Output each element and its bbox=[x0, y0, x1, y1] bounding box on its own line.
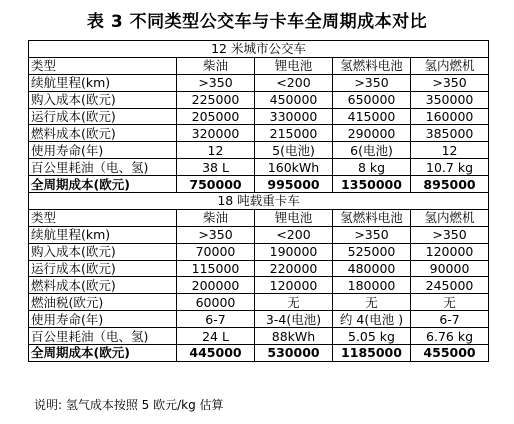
total-label-cell: 全周期成本(欧元) bbox=[29, 345, 177, 362]
row-label-cell: 购入成本(欧元) bbox=[29, 91, 177, 108]
value-cell: 5.05 kg bbox=[333, 328, 411, 345]
value-cell: 6-7 bbox=[411, 311, 489, 328]
table-title: 表 3 不同类型公交车与卡车全周期成本对比 bbox=[86, 12, 428, 32]
row-label-cell: 百公里耗油（电、氢) bbox=[29, 328, 177, 345]
row-label-cell: 续航里程(km) bbox=[29, 74, 177, 91]
value-cell: 115000 bbox=[177, 260, 255, 277]
value-cell: 245000 bbox=[411, 277, 489, 294]
table-row bbox=[29, 74, 489, 91]
truck-total-row bbox=[29, 345, 489, 362]
value-cell: 120000 bbox=[411, 243, 489, 260]
value-cell: 200000 bbox=[177, 277, 255, 294]
value-cell: 450000 bbox=[255, 91, 333, 108]
row-label-cell: 运行成本(欧元) bbox=[29, 260, 177, 277]
header-cell: 氢燃料电池 bbox=[333, 57, 411, 74]
value-cell: 385000 bbox=[411, 125, 489, 142]
value-cell: 6.76 kg bbox=[411, 328, 489, 345]
value-cell: 8 kg bbox=[333, 159, 411, 176]
value-cell: 70000 bbox=[177, 243, 255, 260]
value-cell: 无 bbox=[411, 294, 489, 311]
header-cell: 锂电池 bbox=[255, 209, 333, 226]
value-cell: 160kWh bbox=[255, 159, 333, 176]
truck-header-row bbox=[29, 209, 489, 226]
row-label-cell: 运行成本(欧元) bbox=[29, 108, 177, 125]
value-cell: 6(电池) bbox=[333, 142, 411, 159]
total-value-cell: 1350000 bbox=[333, 176, 411, 193]
table-row bbox=[29, 159, 489, 176]
value-cell: <200 bbox=[255, 226, 333, 243]
bus-header-row bbox=[29, 57, 489, 74]
value-cell: 290000 bbox=[333, 125, 411, 142]
row-label-cell: 百公里耗油（电、氢) bbox=[29, 159, 177, 176]
value-cell: 无 bbox=[255, 294, 333, 311]
row-label-cell: 燃料成本(欧元) bbox=[29, 277, 177, 294]
total-label-cell: 全周期成本(欧元) bbox=[29, 176, 177, 193]
value-cell: 215000 bbox=[255, 125, 333, 142]
value-cell: >350 bbox=[411, 74, 489, 91]
value-cell: 650000 bbox=[333, 91, 411, 108]
value-cell: 205000 bbox=[177, 108, 255, 125]
value-cell: <200 bbox=[255, 74, 333, 91]
value-cell: 12 bbox=[411, 142, 489, 159]
value-cell: 220000 bbox=[255, 260, 333, 277]
bus-section-title: 12 米城市公交车 bbox=[29, 41, 489, 58]
total-value-cell: 445000 bbox=[177, 345, 255, 362]
header-cell: 柴油 bbox=[177, 57, 255, 74]
value-cell: 5(电池) bbox=[255, 142, 333, 159]
header-cell: 氢内燃机 bbox=[411, 209, 489, 226]
value-cell: 10.7 kg bbox=[411, 159, 489, 176]
header-cell: 柴油 bbox=[177, 209, 255, 226]
value-cell: 350000 bbox=[411, 91, 489, 108]
total-value-cell: 455000 bbox=[411, 345, 489, 362]
value-cell: 90000 bbox=[411, 260, 489, 277]
value-cell: >350 bbox=[177, 226, 255, 243]
value-cell: 约 4(电池 ) bbox=[333, 311, 411, 328]
total-value-cell: 530000 bbox=[255, 345, 333, 362]
row-label-cell: 使用寿命(年) bbox=[29, 142, 177, 159]
value-cell: 415000 bbox=[333, 108, 411, 125]
table-row bbox=[29, 277, 489, 294]
value-cell: 3-4(电池) bbox=[255, 311, 333, 328]
row-label-cell: 燃料成本(欧元) bbox=[29, 125, 177, 142]
header-cell: 氢燃料电池 bbox=[333, 209, 411, 226]
value-cell: 320000 bbox=[177, 125, 255, 142]
value-cell: >350 bbox=[333, 74, 411, 91]
cost-comparison-table bbox=[28, 40, 489, 362]
table-row bbox=[29, 125, 489, 142]
row-label-cell: 购入成本(欧元) bbox=[29, 243, 177, 260]
value-cell: 525000 bbox=[333, 243, 411, 260]
row-label-cell: 燃油税(欧元) bbox=[29, 294, 177, 311]
table-row bbox=[29, 108, 489, 125]
table-row bbox=[29, 142, 489, 159]
value-cell: 6-7 bbox=[177, 311, 255, 328]
value-cell: 120000 bbox=[255, 277, 333, 294]
value-cell: 480000 bbox=[333, 260, 411, 277]
total-value-cell: 995000 bbox=[255, 176, 333, 193]
value-cell: 225000 bbox=[177, 91, 255, 108]
value-cell: >350 bbox=[411, 226, 489, 243]
value-cell: 330000 bbox=[255, 108, 333, 125]
bus-section-row bbox=[29, 41, 489, 58]
value-cell: 160000 bbox=[411, 108, 489, 125]
total-value-cell: 895000 bbox=[411, 176, 489, 193]
total-value-cell: 750000 bbox=[177, 176, 255, 193]
header-cell: 锂电池 bbox=[255, 57, 333, 74]
table-row bbox=[29, 294, 489, 311]
value-cell: 88kWh bbox=[255, 328, 333, 345]
table-row bbox=[29, 226, 489, 243]
value-cell: 无 bbox=[333, 294, 411, 311]
value-cell: 38 L bbox=[177, 159, 255, 176]
value-cell: 24 L bbox=[177, 328, 255, 345]
value-cell: >350 bbox=[333, 226, 411, 243]
header-cell: 氢内燃机 bbox=[411, 57, 489, 74]
table-row bbox=[29, 243, 489, 260]
table-row bbox=[29, 260, 489, 277]
table-row bbox=[29, 311, 489, 328]
table-row bbox=[29, 328, 489, 345]
value-cell: 190000 bbox=[255, 243, 333, 260]
table-row bbox=[29, 91, 489, 108]
value-cell: >350 bbox=[177, 74, 255, 91]
truck-section-row bbox=[29, 193, 489, 210]
value-cell: 12 bbox=[177, 142, 255, 159]
value-cell: 60000 bbox=[177, 294, 255, 311]
bus-total-row bbox=[29, 176, 489, 193]
header-cell: 类型 bbox=[29, 209, 177, 226]
truck-section-title: 18 吨载重卡车 bbox=[29, 193, 489, 210]
header-cell: 类型 bbox=[29, 57, 177, 74]
total-value-cell: 1185000 bbox=[333, 345, 411, 362]
value-cell: 180000 bbox=[333, 277, 411, 294]
table-body bbox=[29, 41, 489, 362]
row-label-cell: 续航里程(km) bbox=[29, 226, 177, 243]
row-label-cell: 使用寿命(年) bbox=[29, 311, 177, 328]
footnote: 说明: 氢气成本按照 5 欧元/kg 估算 bbox=[34, 398, 224, 412]
